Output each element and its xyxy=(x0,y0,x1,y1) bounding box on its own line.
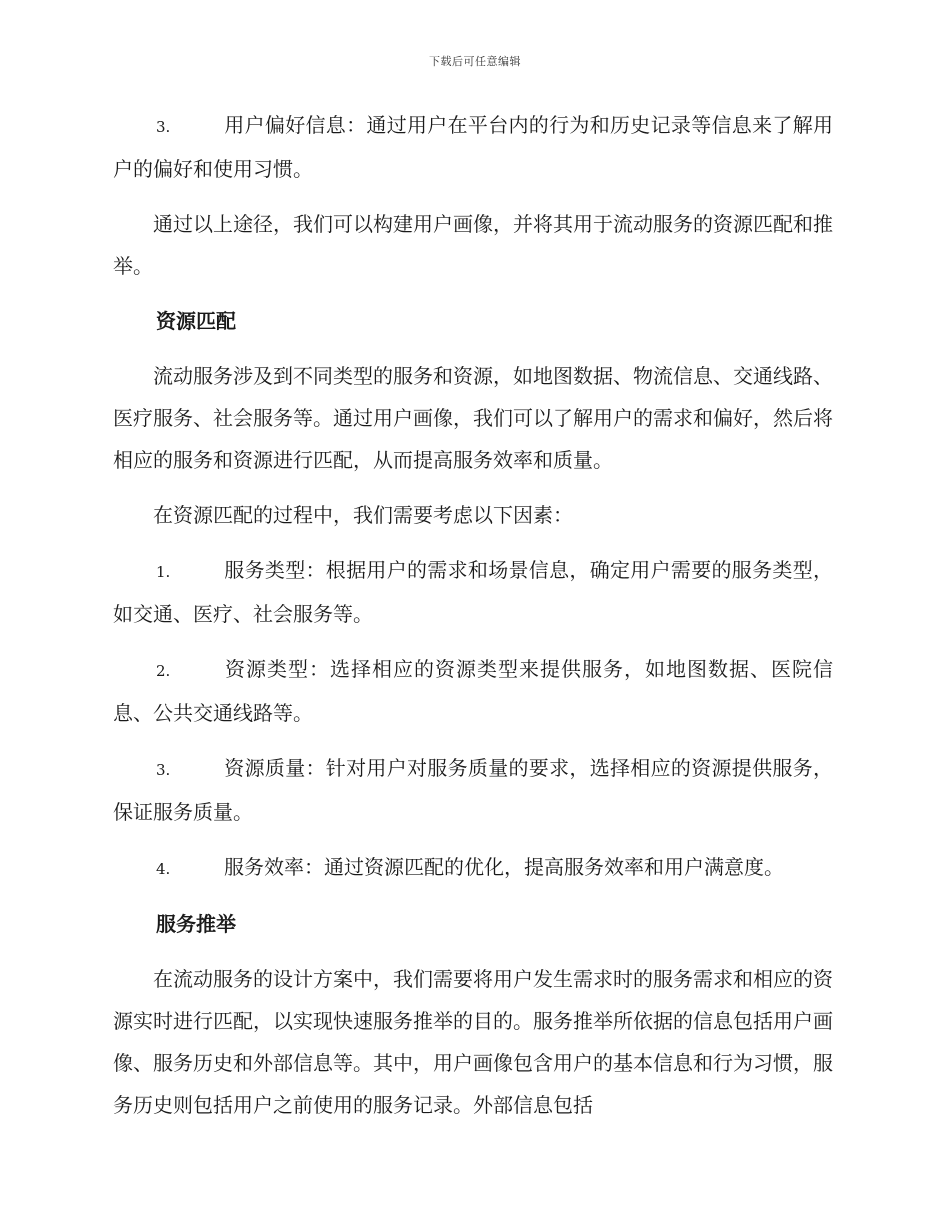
section-heading-resource-matching: 资源匹配 xyxy=(156,309,236,333)
list-item-text: 资源质量：针对用户对服务质量的要求，选择相应的资源提供服务，保证服务质量。 xyxy=(113,756,833,824)
document-body xyxy=(113,104,833,1139)
list-item-factor xyxy=(113,549,833,635)
list-number: 3. xyxy=(156,761,171,779)
list-number: 1. xyxy=(156,563,171,581)
list-number: 4. xyxy=(156,860,171,878)
page-header: 下载后可任意编辑 xyxy=(429,55,521,68)
list-item-text: 服务效率：通过资源匹配的优化，提高服务效率和用户满意度。 xyxy=(224,855,784,879)
list-item-text: 服务类型：根据用户的需求和场景信息，确定用户需要的服务类型，如交通、医疗、社会服务等。 xyxy=(113,558,833,626)
section-heading-service-recommendation: 服务推举 xyxy=(156,912,236,936)
list-item-text: 资源类型：选择相应的资源类型来提供服务，如地图数据、医院信息、公共交通线路等。 xyxy=(113,657,833,725)
paragraph-summary: 通过以上途径，我们可以构建用户画像，并将其用于流动服务的资源匹配和推举。 xyxy=(113,212,833,278)
list-item-factor xyxy=(113,846,833,890)
paragraph-recommendation: 在流动服务的设计方案中，我们需要将用户发生需求时的服务需求和相应的资源实时进行匹配，以实现快速服务推举的目的。服务推举所依据的信息包括用户画像、服务历史和外部信息等。其中，用户画像包含用户的基本信息和行为习惯，服务历史则包括用户之前使用的服务记录。外部信息包括 xyxy=(113,967,833,1117)
paragraph-factors-intro: 在资源匹配的过程中，我们需要考虑以下因素： xyxy=(153,503,573,527)
list-number: 3. xyxy=(156,118,171,136)
list-item-user-preference xyxy=(113,104,833,190)
paragraph-resource-intro: 流动服务涉及到不同类型的服务和资源，如地图数据、物流信息、交通线路、医疗服务、社会服务等。通过用户画像，我们可以了解用户的需求和偏好，然后将相应的服务和资源进行匹配，从而提高服务效率和质量。 xyxy=(113,364,833,472)
list-number: 2. xyxy=(156,662,171,680)
list-item-factor xyxy=(113,648,833,734)
list-item-factor xyxy=(113,747,833,833)
list-item-text: 用户偏好信息：通过用户在平台内的行为和历史记录等信息来了解用户的偏好和使用习惯。 xyxy=(113,113,833,181)
